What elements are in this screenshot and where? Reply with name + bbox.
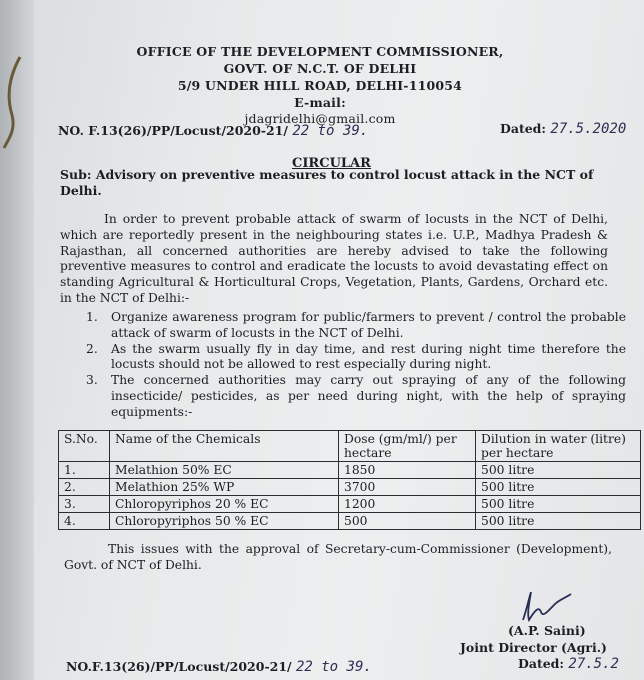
footer-dated-field: [518, 656, 619, 672]
list-item: [86, 373, 626, 420]
dated-label: Dated:: [500, 121, 547, 136]
table-cell: 3700: [339, 479, 476, 496]
table-header-cell: S.No.: [59, 431, 110, 462]
table-cell: 4.: [59, 513, 110, 530]
table-cell: 1850: [339, 462, 476, 479]
office-title: OFFICE OF THE DEVELOPMENT COMMISSIONER,: [136, 44, 504, 59]
table-cell: 1.: [59, 462, 110, 479]
reference-handwritten: 22 to 39.: [292, 123, 369, 139]
email-address: jdagridelhi@gmail.com: [244, 111, 396, 126]
footer-reference-text: NO.F.13(26)/PP/Locust/2020-21/: [66, 659, 292, 674]
torn-edge-mark: [2, 55, 24, 150]
signatory-designation: Joint Director (Agri.): [460, 640, 607, 655]
chemicals-table: [58, 430, 641, 530]
table-cell: 500 litre: [476, 479, 641, 496]
table-cell: 500 litre: [476, 462, 641, 479]
signature-mark: [515, 590, 575, 624]
table-header-cell: Dose (gm/ml/) per hectare: [339, 431, 476, 462]
table-cell: 500 litre: [476, 513, 641, 530]
dated-field: [500, 121, 626, 137]
govt-title: GOVT. OF N.C.T. OF DELHI: [223, 61, 417, 76]
footer-reference-number: [66, 659, 372, 675]
table-cell: Melathion 25% WP: [110, 479, 339, 496]
footer-dated-value: 27.5.2: [568, 656, 619, 672]
dated-value: 27.5.2020: [550, 121, 627, 137]
table-cell: 1200: [339, 496, 476, 513]
office-address: 5/9 UNDER HILL ROAD, DELHI-110054: [177, 78, 463, 93]
reference-number-text: NO. F.13(26)/PP/Locust/2020-21/: [58, 123, 288, 138]
table-row: [59, 496, 641, 513]
table-row: [59, 462, 641, 479]
table-cell: Melathion 50% EC: [110, 462, 339, 479]
table-cell: 3.: [59, 496, 110, 513]
footer-dated-label: Dated:: [518, 656, 565, 671]
reference-number: [58, 123, 368, 139]
list-item-number: 3.: [86, 373, 98, 388]
list-item-number: 1.: [86, 310, 98, 324]
table-header-cell: Name of the Chemicals: [110, 431, 339, 462]
body-paragraph: In order to prevent probable attack of swarm of locusts in the NCT of Delhi, which are reportedly present in the neighbouring states i.e. U.P., Madhya Pradesh & Rajasthan, all concerned authorities are hereby advised to take the following preventive measures to control and eradicate the locusts to avoid devastating effect on standing Agricultural & Horticultural Crops, Vegetation, Plants, Gardens, Orchard etc. in the NCT of Delhi:-: [60, 212, 608, 305]
table-cell: Chloropyriphos 50 % EC: [110, 513, 339, 530]
table-cell: 2.: [59, 479, 110, 496]
measures-list: [86, 310, 626, 421]
list-item: [86, 342, 626, 374]
list-item-number: 2.: [86, 341, 98, 356]
signatory-name: (A.P. Saini): [508, 623, 586, 638]
circular-title: CIRCULAR: [292, 156, 371, 171]
table-row: [59, 513, 641, 530]
list-item-text: As the swarm usually fly in day time, and rest during night time therefore the locusts should not be allowed to rest especially during night.: [111, 341, 626, 372]
subject-line: Sub: Advisory on preventive measures to control locust attack in the NCT of Delhi.: [60, 167, 594, 198]
table-cell: 500 litre: [476, 496, 641, 513]
table-cell: 500: [339, 513, 476, 530]
approval-paragraph: This issues with the approval of Secretary-cum-Commissioner (Development), Govt. of NCT of Delhi.: [64, 542, 612, 572]
table-row: [59, 479, 641, 496]
table-header-cell: Dilution in water (litre) per hectare: [476, 431, 641, 462]
table-header-row: [59, 431, 641, 462]
list-item-text: The concerned authorities may carry out spraying of any of the following insecticide/ pesticides, as per need during night, with the help of spraying equipments:-: [111, 373, 626, 419]
footer-reference-handwritten: 22 to 39.: [295, 659, 372, 675]
table-cell: Chloropyriphos 20 % EC: [110, 496, 339, 513]
list-item-text: Organize awareness program for public/farmers to prevent / control the probable attack of swarm of locusts in the NCT of Delhi.: [111, 310, 626, 340]
list-item: [86, 310, 626, 342]
email-label: E-mail:: [294, 95, 346, 110]
